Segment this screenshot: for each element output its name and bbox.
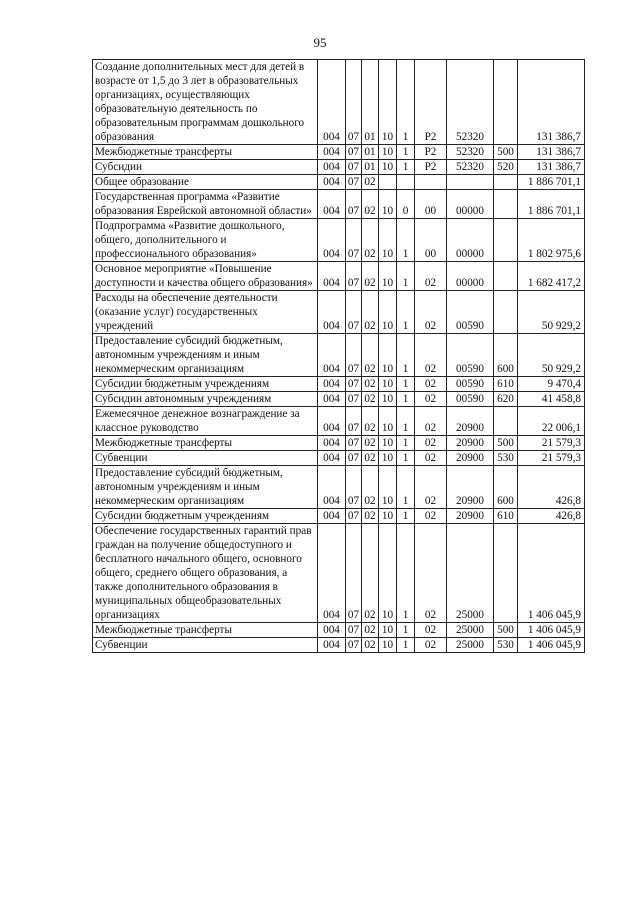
row-name: Создание дополнительных мест для детей в возрасте от 1,5 до 3 лет в образовательных организациях, осуществляющих образовательную деятельность по образовательным программам дошкольного образования	[93, 60, 318, 145]
table-row	[93, 509, 585, 524]
row-cs-subprogram: 1	[397, 160, 415, 175]
row-cs-subprogram: 1	[397, 509, 415, 524]
row-cs-event: 02	[415, 638, 447, 653]
row-vr	[494, 524, 518, 623]
row-vr: 500	[494, 436, 518, 451]
row-grbs: 004	[318, 60, 346, 145]
row-sum: 50 929,2	[518, 334, 585, 377]
row-cs-direction: 52320	[447, 60, 494, 145]
table-row	[93, 262, 585, 291]
row-pr: 01	[362, 60, 379, 145]
row-grbs: 004	[318, 524, 346, 623]
row-sum: 131 386,7	[518, 160, 585, 175]
row-grbs: 004	[318, 291, 346, 334]
table-row	[93, 436, 585, 451]
row-name: Общее образование	[93, 175, 318, 190]
row-name: Предоставление субсидий бюджетным, автономным учреждениям и иным некоммерческим организациям	[93, 466, 318, 509]
row-vr: 600	[494, 334, 518, 377]
row-cs-subprogram: 1	[397, 407, 415, 436]
row-pr: 01	[362, 145, 379, 160]
row-cs-program: 10	[379, 623, 397, 638]
row-cs-direction: 00590	[447, 291, 494, 334]
row-cs-event: 02	[415, 262, 447, 291]
row-vr: 530	[494, 451, 518, 466]
row-pr: 02	[362, 524, 379, 623]
row-cs-direction: 25000	[447, 524, 494, 623]
row-cs-program: 10	[379, 638, 397, 653]
row-grbs: 004	[318, 509, 346, 524]
row-sum: 426,8	[518, 509, 585, 524]
row-sum: 21 579,3	[518, 451, 585, 466]
row-cs-direction: 52320	[447, 160, 494, 175]
row-sum: 50 929,2	[518, 291, 585, 334]
row-grbs: 004	[318, 623, 346, 638]
row-pr: 02	[362, 623, 379, 638]
row-vr	[494, 60, 518, 145]
row-rz: 07	[346, 219, 362, 262]
row-cs-direction: 00000	[447, 262, 494, 291]
row-cs-event: 02	[415, 407, 447, 436]
row-cs-direction: 52320	[447, 145, 494, 160]
row-name: Субвенции	[93, 638, 318, 653]
row-cs-event: 02	[415, 524, 447, 623]
table-row	[93, 219, 585, 262]
row-sum: 426,8	[518, 466, 585, 509]
row-cs-program: 10	[379, 524, 397, 623]
row-pr: 02	[362, 466, 379, 509]
row-cs-program: 10	[379, 392, 397, 407]
row-cs-subprogram: 1	[397, 638, 415, 653]
row-rz: 07	[346, 190, 362, 219]
row-pr: 02	[362, 291, 379, 334]
row-name: Субсидии автономным учреждениям	[93, 392, 318, 407]
row-vr	[494, 262, 518, 291]
table-row	[93, 466, 585, 509]
row-rz: 07	[346, 451, 362, 466]
row-grbs: 004	[318, 175, 346, 190]
row-pr: 02	[362, 451, 379, 466]
table-row	[93, 638, 585, 653]
row-cs-direction: 00590	[447, 334, 494, 377]
row-cs-subprogram: 1	[397, 145, 415, 160]
row-name: Подпрограмма «Развитие дошкольного, общего, дополнительного и профессионального образования»	[93, 219, 318, 262]
table-row	[93, 60, 585, 145]
row-vr	[494, 219, 518, 262]
table-row	[93, 160, 585, 175]
row-cs-program: 10	[379, 377, 397, 392]
row-name: Ежемесячное денежное вознаграждение за классное руководство	[93, 407, 318, 436]
row-name: Расходы на обеспечение деятельности (оказание услуг) государственных учреждений	[93, 291, 318, 334]
row-vr	[494, 291, 518, 334]
row-grbs: 004	[318, 466, 346, 509]
row-cs-subprogram: 1	[397, 451, 415, 466]
table-row	[93, 190, 585, 219]
row-sum: 9 470,4	[518, 377, 585, 392]
row-cs-event: 02	[415, 392, 447, 407]
row-cs-subprogram: 1	[397, 524, 415, 623]
budget-table	[92, 59, 585, 653]
row-name: Субсидии бюджетным учреждениям	[93, 377, 318, 392]
row-rz: 07	[346, 160, 362, 175]
row-cs-event: 02	[415, 436, 447, 451]
row-rz: 07	[346, 509, 362, 524]
row-cs-direction: 25000	[447, 638, 494, 653]
row-cs-event: 02	[415, 509, 447, 524]
row-sum: 131 386,7	[518, 60, 585, 145]
table-row	[93, 175, 585, 190]
row-name: Предоставление субсидий бюджетным, автономным учреждениям и иным некоммерческим организациям	[93, 334, 318, 377]
row-vr: 500	[494, 145, 518, 160]
row-grbs: 004	[318, 262, 346, 291]
table-row	[93, 451, 585, 466]
row-cs-event: 02	[415, 291, 447, 334]
row-cs-event: 02	[415, 377, 447, 392]
row-pr: 02	[362, 190, 379, 219]
row-sum: 131 386,7	[518, 145, 585, 160]
row-rz: 07	[346, 524, 362, 623]
table-row	[93, 291, 585, 334]
row-rz: 07	[346, 334, 362, 377]
row-cs-program: 10	[379, 219, 397, 262]
row-rz: 07	[346, 623, 362, 638]
row-sum: 1 682 417,2	[518, 262, 585, 291]
row-cs-subprogram: 1	[397, 466, 415, 509]
row-name: Межбюджетные трансферты	[93, 145, 318, 160]
row-cs-direction: 00590	[447, 377, 494, 392]
row-cs-direction: 00000	[447, 219, 494, 262]
row-cs-event: P2	[415, 60, 447, 145]
row-grbs: 004	[318, 377, 346, 392]
row-cs-program: 10	[379, 145, 397, 160]
row-grbs: 004	[318, 638, 346, 653]
row-vr	[494, 175, 518, 190]
row-name: Обеспечение государственных гарантий прав граждан на получение общедоступного и бесплатного начального общего, основного общего, среднего общего образования, а также дополнительного образования в муниципальных общеобразовательных организациях	[93, 524, 318, 623]
row-cs-subprogram: 0	[397, 190, 415, 219]
row-rz: 07	[346, 392, 362, 407]
table-row	[93, 524, 585, 623]
row-name: Субсидии бюджетным учреждениям	[93, 509, 318, 524]
row-sum: 1 886 701,1	[518, 175, 585, 190]
row-cs-program: 10	[379, 291, 397, 334]
row-pr: 02	[362, 334, 379, 377]
row-grbs: 004	[318, 451, 346, 466]
row-rz: 07	[346, 436, 362, 451]
row-cs-program: 10	[379, 60, 397, 145]
row-vr: 620	[494, 392, 518, 407]
row-cs-event: 02	[415, 334, 447, 377]
row-pr: 02	[362, 407, 379, 436]
table-row	[93, 377, 585, 392]
row-cs-program: 10	[379, 407, 397, 436]
row-cs-program	[379, 175, 397, 190]
row-rz: 07	[346, 175, 362, 190]
row-cs-direction: 20900	[447, 451, 494, 466]
row-rz: 07	[346, 60, 362, 145]
row-sum: 22 006,1	[518, 407, 585, 436]
row-grbs: 004	[318, 190, 346, 219]
row-sum: 1 886 701,1	[518, 190, 585, 219]
row-cs-direction: 20900	[447, 466, 494, 509]
row-cs-subprogram: 1	[397, 392, 415, 407]
row-pr: 02	[362, 638, 379, 653]
row-cs-subprogram: 1	[397, 377, 415, 392]
row-name: Межбюджетные трансферты	[93, 436, 318, 451]
row-cs-program: 10	[379, 160, 397, 175]
row-cs-subprogram: 1	[397, 60, 415, 145]
row-pr: 02	[362, 377, 379, 392]
row-cs-direction	[447, 175, 494, 190]
row-cs-event: 00	[415, 219, 447, 262]
row-grbs: 004	[318, 407, 346, 436]
row-cs-event: P2	[415, 145, 447, 160]
row-pr: 02	[362, 509, 379, 524]
row-rz: 07	[346, 377, 362, 392]
row-cs-event: P2	[415, 160, 447, 175]
row-cs-event: 02	[415, 451, 447, 466]
row-sum: 21 579,3	[518, 436, 585, 451]
table-row	[93, 334, 585, 377]
row-cs-direction: 20900	[447, 509, 494, 524]
table-body	[93, 60, 585, 653]
table-row	[93, 407, 585, 436]
row-cs-direction: 25000	[447, 623, 494, 638]
row-grbs: 004	[318, 160, 346, 175]
row-pr: 02	[362, 175, 379, 190]
row-sum: 1 802 975,6	[518, 219, 585, 262]
row-vr: 610	[494, 509, 518, 524]
row-cs-subprogram	[397, 175, 415, 190]
row-cs-direction: 20900	[447, 436, 494, 451]
row-name: Субвенции	[93, 451, 318, 466]
page-number: 95	[313, 35, 327, 50]
row-vr: 500	[494, 623, 518, 638]
row-cs-program: 10	[379, 509, 397, 524]
row-pr: 02	[362, 392, 379, 407]
row-rz: 07	[346, 145, 362, 160]
row-vr: 610	[494, 377, 518, 392]
row-name: Основное мероприятие «Повышение доступности и качества общего образования»	[93, 262, 318, 291]
row-name: Межбюджетные трансферты	[93, 623, 318, 638]
row-cs-subprogram: 1	[397, 436, 415, 451]
row-grbs: 004	[318, 145, 346, 160]
row-cs-event: 02	[415, 466, 447, 509]
row-cs-program: 10	[379, 334, 397, 377]
row-rz: 07	[346, 407, 362, 436]
row-sum: 41 458,8	[518, 392, 585, 407]
row-pr: 01	[362, 160, 379, 175]
row-cs-subprogram: 1	[397, 334, 415, 377]
row-cs-event: 00	[415, 190, 447, 219]
row-cs-program: 10	[379, 190, 397, 219]
row-sum: 1 406 045,9	[518, 524, 585, 623]
row-pr: 02	[362, 262, 379, 291]
row-vr	[494, 190, 518, 219]
row-cs-direction: 00000	[447, 190, 494, 219]
row-vr	[494, 407, 518, 436]
row-cs-program: 10	[379, 466, 397, 509]
row-rz: 07	[346, 291, 362, 334]
row-cs-event	[415, 175, 447, 190]
row-rz: 07	[346, 262, 362, 291]
row-vr: 600	[494, 466, 518, 509]
row-sum: 1 406 045,9	[518, 623, 585, 638]
row-grbs: 004	[318, 334, 346, 377]
row-cs-subprogram: 1	[397, 219, 415, 262]
row-rz: 07	[346, 638, 362, 653]
row-cs-subprogram: 1	[397, 262, 415, 291]
row-pr: 02	[362, 436, 379, 451]
row-cs-program: 10	[379, 451, 397, 466]
row-grbs: 004	[318, 436, 346, 451]
table-row	[93, 145, 585, 160]
row-name: Государственная программа «Развитие образования Еврейской автономной области»	[93, 190, 318, 219]
row-pr: 02	[362, 219, 379, 262]
row-grbs: 004	[318, 392, 346, 407]
row-cs-subprogram: 1	[397, 291, 415, 334]
table-row	[93, 392, 585, 407]
row-name: Субсидии	[93, 160, 318, 175]
row-cs-subprogram: 1	[397, 623, 415, 638]
row-cs-program: 10	[379, 262, 397, 291]
row-vr: 520	[494, 160, 518, 175]
row-sum: 1 406 045,9	[518, 638, 585, 653]
row-cs-direction: 00590	[447, 392, 494, 407]
row-cs-program: 10	[379, 436, 397, 451]
row-vr: 530	[494, 638, 518, 653]
row-cs-direction: 20900	[447, 407, 494, 436]
row-grbs: 004	[318, 219, 346, 262]
row-rz: 07	[346, 466, 362, 509]
table-row	[93, 623, 585, 638]
row-cs-event: 02	[415, 623, 447, 638]
